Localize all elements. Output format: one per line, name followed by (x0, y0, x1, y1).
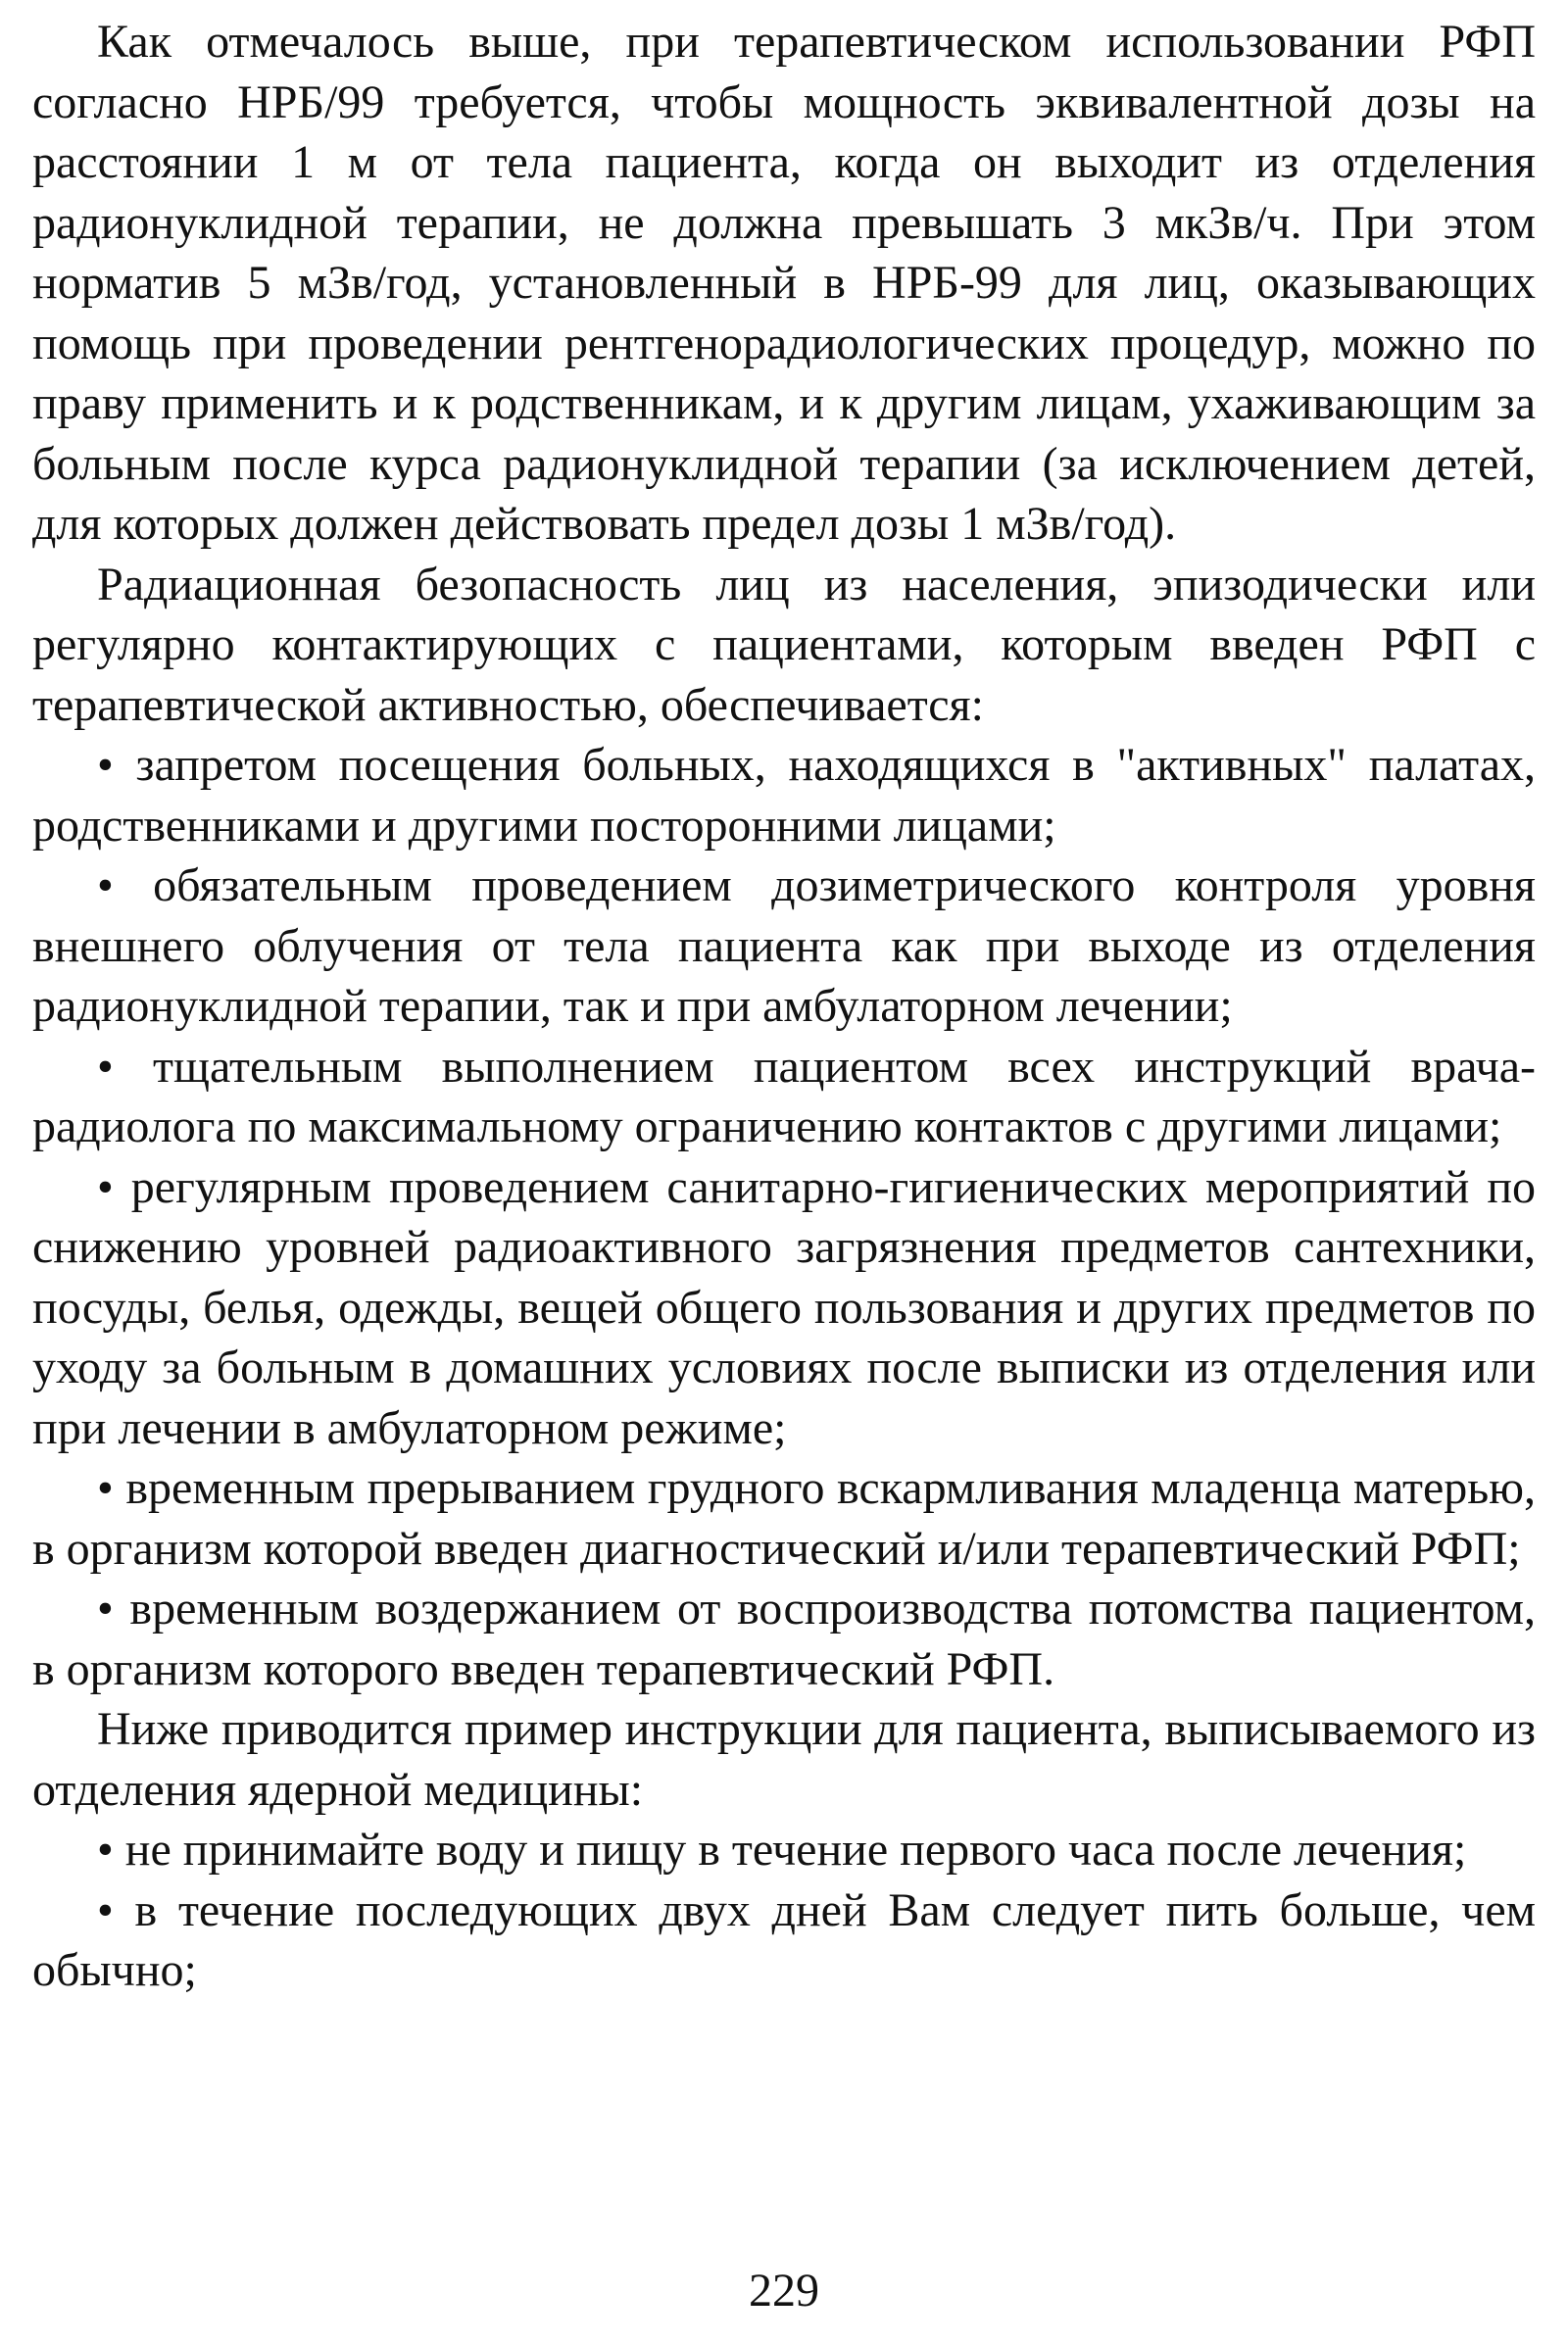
list-item-visit-ban: • запретом посещения больных, находящихся в "активных" палатах, родственниками и другими посторонними лицами; (32, 739, 1536, 852)
list-item-reproduction-abstinence: • временным воздержанием от воспроизводства потомства пациентом, в организм которого введен терапевтический РФП. (32, 1583, 1536, 1695)
body-text (32, 12, 1536, 2001)
list-item-drink-more: • в течение последующих двух дней Вам следует пить больше, чем обычно; (32, 1883, 1536, 1996)
list-item-sanitary-measures: • регулярным проведением санитарно-гигиенических мероприятий по снижению уровней радиоактивного загрязнения предметов сантехники, посуды, белья, одежды, вещей общего пользования и других предметов по уходу за больным в домашних условиях после выписки из отделения или при лечении в амбулаторном режиме; (32, 1160, 1536, 1454)
list-item-dosimetric-control: • обязательным проведением дозиметрического контроля уровня внешнего облучения от тела пациента как при выходе из отделения радионуклидной терапии, так и при амбулаторном лечении; (32, 859, 1536, 1032)
list-item-no-food-water: • не принимайте воду и пищу в течение первого часа после лечения; (97, 1824, 1467, 1876)
list-item-radiologist-instructions: • тщательным выполнением пациентом всех инструкций врача-радиолога по максимальному ограничению контактов с другими лицами; (32, 1040, 1536, 1152)
page-number: 229 (749, 2265, 819, 2317)
paragraph-instruction-example: Ниже приводится пример инструкции для пациента, выписываемого из отделения ядерной медицины: (32, 1703, 1536, 1816)
list-item-breastfeeding-pause: • временным прерыванием грудного вскармливания младенца матерью, в организм которой введен диагностический и/или терапевтический РФП; (32, 1462, 1536, 1575)
paragraph-radiation-safety-intro: Радиационная безопасность лиц из населения, эпизодически или регулярно контактирующих с пациентами, которым введен РФП с терапевтической активностью, обеспечивается: (32, 558, 1536, 731)
paragraph-dose-limits: Как отмечалось выше, при терапевтическом использовании РФП согласно НРБ/99 требуется, чтобы мощность эквивалентной дозы на расстоянии 1 м от тела пациента, когда он выходит из отделения радионуклидной терапии, не должна превышать 3 мкЗв/ч. При этом норматив 5 мЗв/год, установленный в НРБ-99 для лиц, оказывающих помощь при проведении рентгенорадиологических процедур, можно по праву применить и к родственникам, и к другим лицам, ухаживающим за больным после курса радионуклидной терапии (за исключением детей, для которых должен действовать предел дозы 1 мЗв/год). (32, 16, 1536, 550)
